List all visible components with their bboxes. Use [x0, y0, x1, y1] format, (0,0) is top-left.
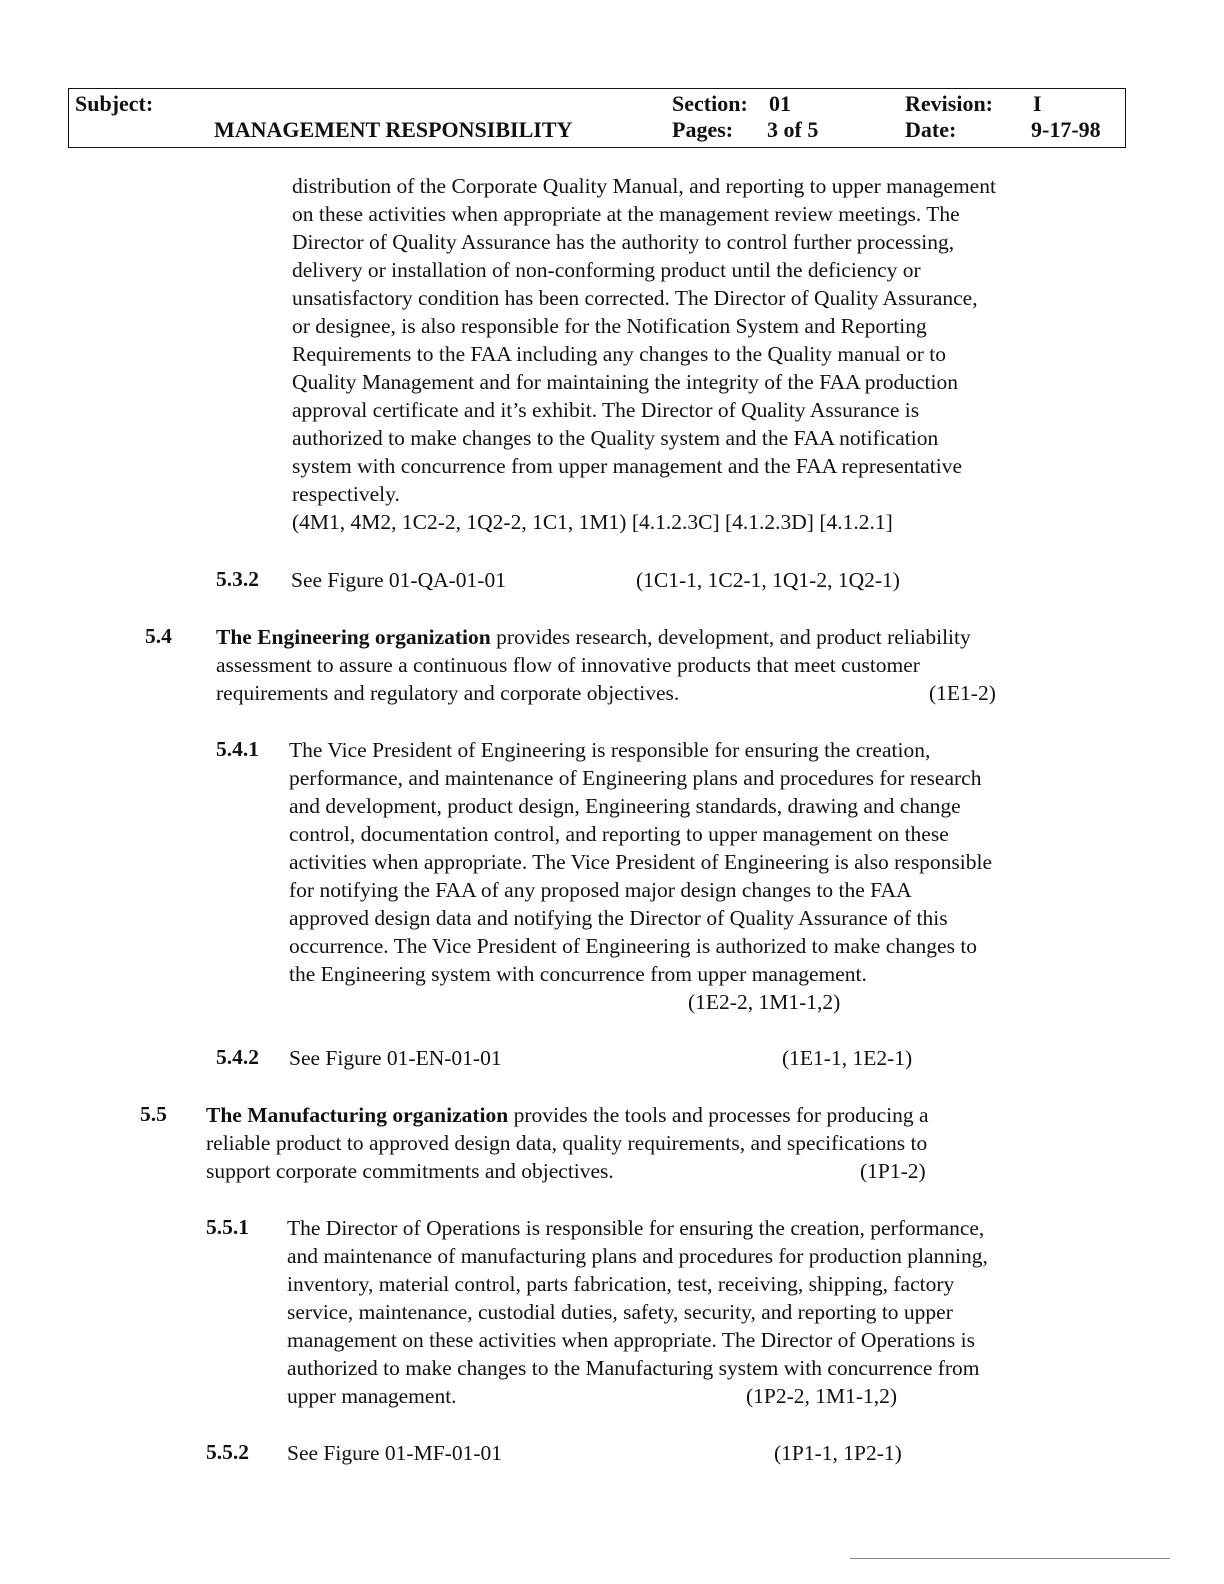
text-line: approval certificate and it’s exhibit. The Director of Quality Assurance is: [292, 398, 920, 422]
text-line: activities when appropriate. The Vice President of Engineering is also responsible: [289, 850, 993, 874]
figure-reference: See Figure 01-EN-01-01: [289, 1046, 502, 1070]
text-line: Requirements to the FAA including any changes to the Quality manual or to: [292, 342, 947, 366]
text-run: provides research, development, and product reliability: [490, 625, 971, 649]
section-number-5-5-2: 5.5.2: [206, 1440, 249, 1464]
text-line: assessment to assure a continuous flow of innovative products that meet customer: [216, 653, 920, 677]
text-line: the Engineering system with concurrence from upper management.: [289, 962, 867, 986]
revision-label: Revision:: [905, 91, 993, 116]
text-line: Director of Quality Assurance has the authority to control further processing,: [292, 230, 955, 254]
text-line: requirements and regulatory and corporate objectives.: [216, 681, 680, 705]
section-number-5-4-2: 5.4.2: [216, 1045, 259, 1069]
text-line: and development, product design, Engineering standards, drawing and change: [289, 794, 961, 818]
text-line: [206, 1101, 929, 1129]
text-line: authorized to make changes to the Quality system and the FAA notification: [292, 426, 939, 450]
text-line: performance, and maintenance of Engineering plans and procedures for research: [289, 766, 982, 790]
text-line: occurrence. The Vice President of Engineering is authorized to make changes to: [289, 934, 978, 958]
text-line: The Director of Operations is responsible for ensuring the creation, performance,: [287, 1216, 985, 1240]
section-5-4-1-paragraph: [289, 736, 992, 988]
text-line: The Vice President of Engineering is responsible for ensuring the creation,: [289, 738, 931, 762]
date-label: Date:: [905, 117, 957, 142]
text-line: or designee, is also responsible for the Notification System and Reporting: [292, 314, 927, 338]
text-line: reliable product to approved design data, quality requirements, and specifications to: [206, 1131, 928, 1155]
reference-codes: (1E1-2): [929, 681, 996, 705]
section-number-5-4-1: 5.4.1: [216, 737, 259, 761]
section-5-5-paragraph: [206, 1101, 929, 1185]
reference-codes: (1P2-2, 1M1-1,2): [746, 1384, 898, 1408]
text-line: respectively.: [292, 482, 400, 506]
text-line: distribution of the Corporate Quality Manual, and reporting to upper management: [292, 174, 996, 198]
revision-value: I: [1033, 91, 1042, 116]
text-line: support corporate commitments and objectives.: [206, 1159, 614, 1183]
text-line: unsatisfactory condition has been corrected. The Director of Quality Assurance,: [292, 286, 978, 310]
engineering-heading: The Engineering organization: [216, 625, 491, 649]
text-line: delivery or installation of non-conforming product until the deficiency or: [292, 258, 921, 282]
section-label: Section:: [672, 91, 748, 116]
text-line: [216, 623, 971, 651]
text-line: authorized to make changes to the Manufacturing system with concurrence from: [287, 1356, 980, 1380]
text-run: provides the tools and processes for producing a: [508, 1103, 929, 1127]
section-value: 01: [769, 91, 791, 116]
section-number-5-5-1: 5.5.1: [206, 1215, 249, 1239]
text-line: for notifying the FAA of any proposed major design changes to the FAA: [289, 878, 912, 902]
document-header: [68, 88, 1126, 148]
pages-value: 3 of 5: [767, 117, 819, 142]
text-line: approved design data and notifying the Director of Quality Assurance of this: [289, 906, 948, 930]
text-line: inventory, material control, parts fabrication, test, receiving, shipping, factory: [287, 1272, 955, 1296]
reference-codes: (4M1, 4M2, 1C2-2, 1Q2-2, 1C1, 1M1) [4.1.2.3C] [4.1.2.3D] [4.1.2.1]: [292, 510, 893, 534]
section-5-4-paragraph: [216, 623, 971, 707]
text-line: and maintenance of manufacturing plans and procedures for production planning,: [287, 1244, 988, 1268]
section-5-5-1-paragraph: [287, 1214, 988, 1410]
text-line: Quality Management and for maintaining the integrity of the FAA production: [292, 370, 958, 394]
text-line: management on these activities when appropriate. The Director of Operations is: [287, 1328, 975, 1352]
figure-reference: See Figure 01-MF-01-01: [287, 1441, 502, 1465]
section-number-5-3-2: 5.3.2: [216, 567, 259, 591]
section-number-5-5: 5.5: [140, 1102, 167, 1126]
subject-label: Subject:: [75, 91, 154, 116]
reference-codes: (1C1-1, 1C2-1, 1Q1-2, 1Q2-1): [636, 568, 900, 592]
scan-artifact-line: [850, 1558, 1170, 1559]
reference-codes: (1E1-1, 1E2-1): [782, 1046, 913, 1070]
reference-codes: (1E2-2, 1M1-1,2): [688, 990, 841, 1014]
manufacturing-heading: The Manufacturing organization: [206, 1103, 509, 1127]
text-line: system with concurrence from upper management and the FAA representative: [292, 454, 963, 478]
section-number-5-4: 5.4: [145, 624, 172, 648]
subject-value: MANAGEMENT RESPONSIBILITY: [214, 117, 573, 142]
text-line: upper management.: [287, 1384, 457, 1408]
intro-paragraph: [292, 172, 996, 536]
text-line: control, documentation control, and reporting to upper management on these: [289, 822, 949, 846]
reference-codes: (1P1-1, 1P2-1): [774, 1441, 902, 1465]
text-line: service, maintenance, custodial duties, safety, security, and reporting to upper: [287, 1300, 953, 1324]
pages-label: Pages:: [672, 117, 734, 142]
text-line: on these activities when appropriate at the management review meetings. The: [292, 202, 960, 226]
reference-codes: (1P1-2): [860, 1159, 926, 1183]
date-value: 9-17-98: [1031, 117, 1101, 142]
figure-reference: See Figure 01-QA-01-01: [291, 568, 506, 592]
